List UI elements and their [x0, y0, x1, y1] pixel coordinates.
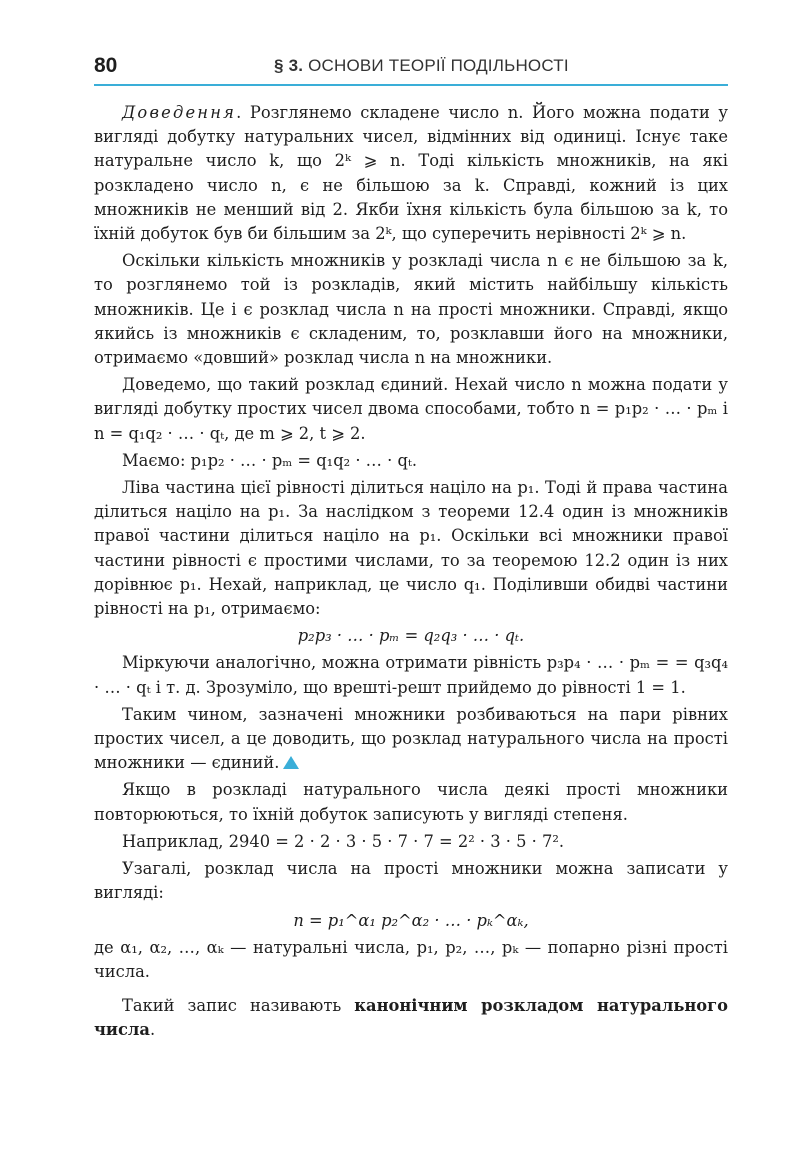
paragraph: Ліва частина цієї рівності ділиться націло на p₁. Тоді й права частина ділиться націло на p₁. За наслідком з теореми 12.4 один із множників правої частини ділиться націло на p₁. Оскільки всі множники правої частини рівності є простими числами, то за теоремою 12.2 один із них дорівнює p₁. Нехай, наприклад, це число q₁. Поділивши обидві частини рівності на p₁, отримаємо:: [94, 478, 728, 619]
definition-term: канонічним розкладом натурального числа: [94, 996, 728, 1040]
definition-post: .: [149, 1020, 156, 1040]
definition-pre: Такий запис називають: [122, 996, 355, 1016]
page-header: [94, 52, 728, 86]
page-body: [94, 101, 728, 1043]
conclusion-text: Таким чином, зазначені множники розбиваються на пари рівних простих чисел, а це доводить, що розклад натурального числа на прості множники — єдиний.: [94, 704, 728, 773]
paragraph-definition: [94, 994, 728, 1042]
paragraph: Узагалі, розклад числа на прості множники можна записати у вигляді:: [94, 859, 728, 903]
proof-label: Доведення: [122, 103, 237, 122]
paragraph: Маємо: p₁p₂ · … · pₘ = q₁q₂ · … · qₜ.: [122, 450, 418, 470]
section-title-text: ОСНОВИ ТЕОРІЇ ПОДІЛЬНОСТІ: [308, 56, 569, 75]
equation-canonical: n = p₁^α₁ p₂^α₂ · … · pₖ^αₖ,: [293, 910, 529, 930]
section-mark: § 3.: [274, 56, 304, 75]
section-title: [274, 56, 569, 76]
paragraph-proof: [94, 101, 728, 246]
proof-text: . Розглянемо складене число n. Його можна подати у вигляді добутку натуральних чисел, відмінних від одиниці. Існує таке натуральне число k, що 2ᵏ ⩾ n. Тоді кількість множників, на які розкладено число n, є не більшою за k. Справді, кожний із цих множників не менший від 2. Якби їхня кількість була більшою за k, то їхній добуток був би більшим за 2ᵏ, що суперечить нерівності 2ᵏ ⩾ n.: [94, 103, 728, 244]
paragraph: Оскільки кількість множників у розкладі числа n є не більшою за k, то розглянемо той із розкладів, який містить найбільшу кількість множників. Це і є розклад числа n на прості множники. Справді, якщо якийсь із множників є складеним, то, розклавши його на множники, отримаємо «довший» розклад числа n на множники.: [94, 251, 728, 368]
paragraph-conclusion: [94, 703, 728, 776]
paragraph: Наприклад, 2940 = 2 · 2 · 3 · 5 · 7 · 7 = 2² · 3 · 5 · 7².: [122, 831, 565, 851]
paragraph: Якщо в розкладі натурального числа деякі прості множники повторюються, то їхній добуток записують у вигляді степеня.: [94, 780, 728, 824]
paragraph: Міркуючи аналогічно, можна отримати рівність p₃p₄ · … · pₘ = = q₃q₄ · … · qₜ і т. д. Зрозуміло, що врешті-решт прийдемо до рівності 1 = 1.: [94, 653, 728, 697]
end-of-proof-icon: [283, 756, 299, 769]
page-number: 80: [94, 54, 118, 77]
paragraph: Доведемо, що такий розклад єдиний. Нехай число n можна подати у вигляді добутку простих чисел двома способами, тобто n = p₁p₂ · … · pₘ і n = q₁q₂ · … · qₜ, де m ⩾ 2, t ⩾ 2.: [94, 375, 728, 443]
paragraph: де α₁, α₂, …, αₖ — натуральні числа, p₁, p₂, …, pₖ — попарно різні прості числа.: [94, 937, 728, 981]
equation: p₂p₃ · … · pₘ = q₂q₃ · … · qₜ.: [297, 626, 525, 646]
